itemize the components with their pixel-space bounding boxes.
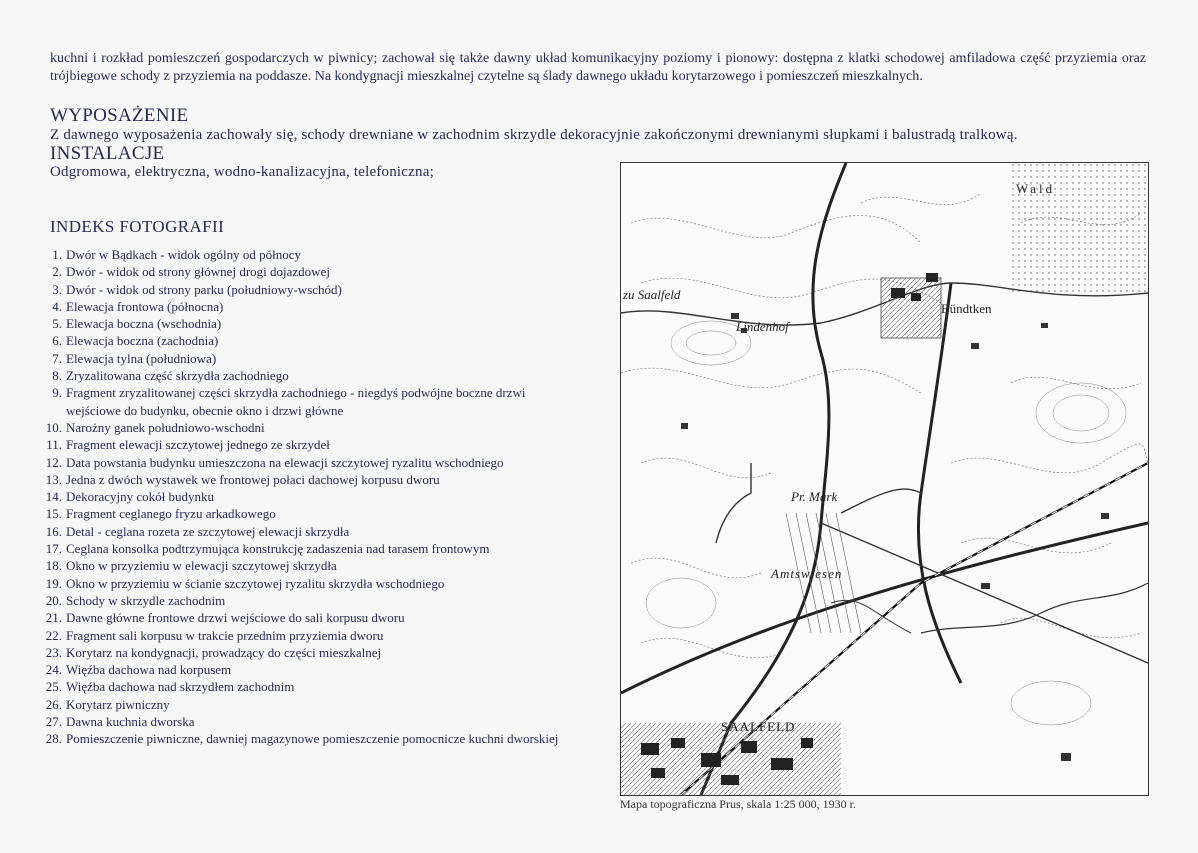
photo-index-text: Dawna kuchnia dworska <box>66 714 195 730</box>
map-label-pr-marke: Pr. Mark <box>791 489 838 504</box>
heading-wyposazenie: WYPOSAŻENIE <box>50 105 189 126</box>
photo-index-number: 28. <box>45 731 62 747</box>
map-label-saalfeld: SAALFELD <box>721 719 796 734</box>
photo-index-text: Dwór - widok od strony głównej drogi dojazdowej <box>66 264 330 280</box>
photo-index-item <box>36 384 566 419</box>
map-label-wald: Wald <box>1016 181 1056 196</box>
photo-index-number: 16. <box>45 523 62 539</box>
photo-index-text: Okno w przyziemiu w elewacji szczytowej skrzydła <box>66 558 337 574</box>
photo-index-number: 24. <box>45 662 62 678</box>
photo-index-number: 5. <box>52 316 62 332</box>
photo-index-text: Data powstania budynku umieszczona na elewacji szczytowej ryzalitu wschodniego <box>66 454 504 470</box>
photo-index-number: 3. <box>52 281 62 297</box>
photo-index-text: Fragment elewacji szczytowej jednego ze skrzydeł <box>66 437 330 453</box>
photo-index-text: Elewacja frontowa (północna) <box>66 298 224 314</box>
photo-index-number: 17. <box>45 541 62 557</box>
photo-index-number: 22. <box>45 627 62 643</box>
photo-index-item <box>36 644 566 661</box>
topographic-map <box>620 162 1149 796</box>
photo-index-item <box>36 488 566 505</box>
photo-index-text: Dawne główne frontowe drzwi wejściowe do sali korpusu dworu <box>66 610 405 626</box>
photo-index-item <box>36 557 566 574</box>
photo-index-item <box>36 523 566 540</box>
photo-index-item <box>36 471 566 488</box>
photo-index-text: Elewacja tylna (południowa) <box>66 350 217 366</box>
photo-index-text: Fragment sali korpusu w trakcie przednim przyziemia dworu <box>66 627 384 643</box>
photo-index-item <box>36 678 566 695</box>
photo-index-number: 4. <box>52 298 62 314</box>
photo-index-item <box>36 575 566 592</box>
photo-index-number: 8. <box>52 368 62 384</box>
photo-index-item <box>36 730 566 747</box>
photo-index-text: Schody w skrzydle zachodnim <box>66 592 226 608</box>
photo-index-item <box>36 540 566 557</box>
photo-index-number: 13. <box>45 471 62 487</box>
photo-index-number: 11. <box>46 437 62 453</box>
photo-index-number: 9. <box>52 385 62 401</box>
photo-index-text: Elewacja boczna (zachodnia) <box>66 333 219 349</box>
photo-index-text: Ceglana konsolka podtrzymująca konstrukcję zadaszenia nad tarasem frontowym <box>66 541 490 557</box>
photo-index-text: Dwór - widok od strony parku (południowy-wschód) <box>66 281 342 297</box>
photo-index-number: 27. <box>45 714 62 730</box>
wyposazenie-text: Z dawnego wyposażenia zachowały się, schody drewniane w zachodnim skrzydle dekoracyjnie zakończonymi drewnianymi słupkami i balustradą tralkową. <box>50 127 1018 143</box>
photo-index-number: 20. <box>45 592 62 608</box>
photo-index-item <box>36 713 566 730</box>
instalacje-text: Odgromowa, elektryczna, wodno-kanalizacyjna, telefoniczna; <box>50 164 434 180</box>
photo-index-item <box>36 436 566 453</box>
photo-index-number: 6. <box>52 333 62 349</box>
photo-index-item <box>36 505 566 522</box>
photo-index-text: Elewacja boczna (wschodnia) <box>66 316 222 332</box>
photo-index-text: Jedna z dwóch wystawek we frontowej połaci dachowej korpusu dworu <box>66 471 440 487</box>
photo-index-item <box>36 332 566 349</box>
photo-index-number: 19. <box>45 575 62 591</box>
photo-index-item <box>36 263 566 280</box>
photo-index-number: 21. <box>45 610 62 626</box>
photo-index-item <box>36 454 566 471</box>
photo-index-item <box>36 298 566 315</box>
photo-index-text: Dwór w Bądkach - widok ogólny od północy <box>66 247 302 262</box>
photo-index-item <box>36 350 566 367</box>
photo-index-number: 18. <box>45 558 62 574</box>
photo-index-number: 25. <box>45 679 62 695</box>
photo-index-item <box>36 696 566 713</box>
map-label-amtswiesen: Amtswiesen <box>771 566 843 581</box>
photo-index-number: 12. <box>45 454 62 470</box>
intro-paragraph: kuchni i rozkład pomieszczeń gospodarczych w piwnicy; zachował się także dawny układ komunikacyjny poziomy i pionowy: dostępna z klatki schodowej amfiladowa część przyziemia oraz trójbiegowe schody z przyziemia na poddasze. Na kondygnacji mieszkalnej czytelne są ślady dawnego układu korytarzowego i pomieszczeń mieszkalnych. <box>50 51 1146 84</box>
photo-index-number: 26. <box>45 696 62 712</box>
map-drawing <box>621 163 1148 795</box>
map-label-bundtken: Bündtken <box>941 301 992 316</box>
map-label-lindenhof: Lindenhof <box>736 319 789 334</box>
heading-instalacje: INSTALACJE <box>50 143 165 164</box>
photo-index-text: Narożny ganek południowo-wschodni <box>66 419 265 435</box>
photo-index-number: 7. <box>52 350 62 366</box>
photo-index-text: Fragment zryzalitowanej części skrzydła zachodniego - niegdyś podwójne boczne drzwi wejściowe do budynku, obecnie okno i drzwi główne <box>66 385 526 418</box>
photo-index-item <box>36 367 566 384</box>
photo-index-number: 23. <box>45 644 62 660</box>
photo-index-number: 14. <box>45 489 62 505</box>
heading-photo-index: INDEKS FOTOGRAFII <box>50 217 225 236</box>
photo-index-text: Więźba dachowa nad korpusem <box>66 662 232 678</box>
photo-index-item <box>36 592 566 609</box>
photo-index-item <box>36 419 566 436</box>
photo-index-text: Więźba dachowa nad skrzydłem zachodnim <box>66 679 295 695</box>
photo-index-number: 15. <box>45 506 62 522</box>
photo-index-number: 10. <box>45 419 62 435</box>
photo-index-item <box>36 281 566 298</box>
photo-index-text: Pomieszczenie piwniczne, dawniej magazynowe pomieszczenie pomocnicze kuchni dworskiej <box>66 731 559 747</box>
photo-index-text: Dekoracyjny cokół budynku <box>66 489 215 505</box>
photo-index-item <box>36 627 566 644</box>
map-label-zu-saalfeld: zu Saalfeld <box>623 287 681 302</box>
photo-index-text: Korytarz na kondygnacji, prowadzący do części mieszkalnej <box>66 644 382 660</box>
photo-index-text: Zryzalitowana część skrzydła zachodniego <box>66 368 289 384</box>
photo-index-number: 1. <box>52 247 62 262</box>
photo-index-item <box>36 315 566 332</box>
photo-index-text: Okno w przyziemiu w ścianie szczytowej ryzalitu skrzydła wschodniego <box>66 575 445 591</box>
photo-index-number: 2. <box>52 264 62 280</box>
photo-index-text: Detal - ceglana rozeta ze szczytowej elewacji skrzydła <box>66 523 350 539</box>
photo-index-text: Fragment ceglanego fryzu arkadkowego <box>66 506 276 522</box>
photo-index-list <box>36 246 566 748</box>
photo-index-text: Korytarz piwniczny <box>66 696 170 712</box>
photo-index-item <box>36 661 566 678</box>
photo-index-item <box>36 246 566 263</box>
photo-index-item <box>36 609 566 626</box>
map-caption: Mapa topograficzna Prus, skala 1:25 000, 1930 r. <box>620 797 856 811</box>
